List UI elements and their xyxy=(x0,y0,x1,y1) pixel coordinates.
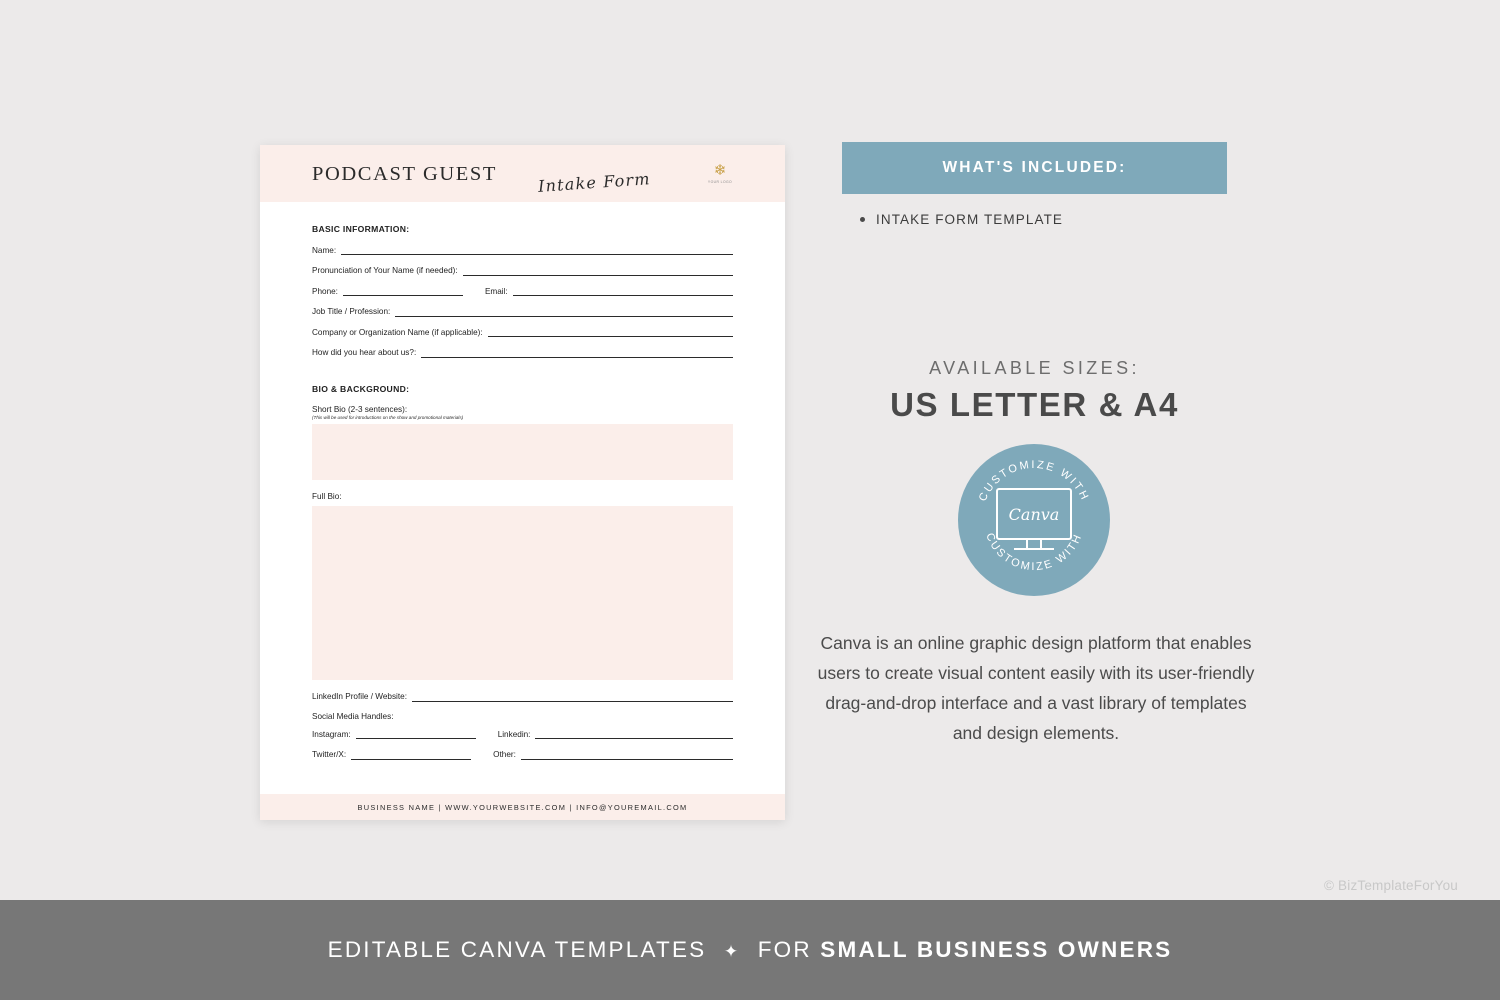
whats-included-header xyxy=(842,142,1227,194)
available-sizes-value: US LETTER & A4 xyxy=(890,386,1179,423)
field-label: Email: xyxy=(484,286,508,296)
field-input-line[interactable] xyxy=(421,348,733,358)
footer-text: BUSINESS NAME | WWW.YOURWEBSITE.COM | INFO@YOUREMAIL.COM xyxy=(357,802,688,812)
field-twitter-other xyxy=(312,750,733,760)
field-input-line[interactable] xyxy=(395,307,733,317)
full-bio-label: Full Bio: xyxy=(312,491,342,501)
svg-text:CUSTOMIZE WITH: CUSTOMIZE WITH xyxy=(976,458,1092,504)
logo-placeholder xyxy=(703,157,737,189)
field-job-title xyxy=(312,307,733,317)
field-label: Instagram: xyxy=(312,729,351,739)
sheet-subtitle: Intake Form xyxy=(537,169,652,196)
field-input-line[interactable] xyxy=(351,750,471,760)
sheet-footer xyxy=(260,794,785,820)
field-input-line[interactable] xyxy=(341,245,733,255)
field-input-line[interactable] xyxy=(535,729,733,739)
lotus-icon: ❄ xyxy=(713,161,727,179)
field-label: LinkedIn Profile / Website: xyxy=(312,692,407,702)
field-input-line[interactable] xyxy=(343,286,463,296)
short-bio-note: (This will be used for introductions on the show and promotional materials) xyxy=(312,414,464,420)
sheet-body xyxy=(260,202,785,760)
field-label: Linkedin: xyxy=(497,729,531,739)
field-label: How did you hear about us?: xyxy=(312,348,417,358)
canva-wordmark: Canva xyxy=(1008,504,1060,524)
field-label: Company or Organization Name (if applicable): xyxy=(312,327,483,337)
field-pronunciation xyxy=(312,266,733,276)
field-company xyxy=(312,327,733,337)
section-heading-basic: BASIC INFORMATION: xyxy=(312,224,410,234)
bottom-banner xyxy=(0,900,1500,1000)
banner-bold: SMALL BUSINESS OWNERS xyxy=(820,937,1173,962)
field-input-line[interactable] xyxy=(488,327,733,337)
svg-text:CUSTOMIZE WITH: CUSTOMIZE WITH xyxy=(983,531,1085,574)
star-icon: ✦ xyxy=(723,942,741,961)
page-title: PODCAST GUEST xyxy=(312,163,498,185)
field-label: Name: xyxy=(312,245,337,255)
section-heading-bio: BIO & BACKGROUND: xyxy=(312,383,410,394)
field-name xyxy=(312,245,733,255)
sheet-header xyxy=(260,145,785,202)
field-label: Job Title / Profession: xyxy=(312,307,391,317)
field-label: Phone: xyxy=(312,286,338,296)
field-input-line[interactable] xyxy=(463,266,733,276)
banner-prefix: EDITABLE CANVA TEMPLATES xyxy=(327,937,707,962)
field-input-line[interactable] xyxy=(356,729,476,739)
watermark: © BizTemplateForYou xyxy=(1323,878,1458,893)
banner-middle: FOR xyxy=(757,937,812,962)
field-instagram-linkedin xyxy=(312,729,733,739)
intake-form-sheet xyxy=(260,145,785,820)
short-bio-textarea[interactable] xyxy=(312,424,733,480)
field-label: Other: xyxy=(493,750,516,760)
field-label: Pronunciation of Your Name (if needed): xyxy=(312,266,458,276)
available-sizes-label: AVAILABLE SIZES: xyxy=(929,358,1140,378)
field-input-line[interactable] xyxy=(412,692,733,702)
field-linkedin-website xyxy=(312,692,733,702)
field-input-line[interactable] xyxy=(513,286,733,296)
full-bio-textarea[interactable] xyxy=(312,506,733,680)
canva-badge xyxy=(958,444,1110,596)
monitor-icon xyxy=(996,488,1072,540)
monitor-base-icon xyxy=(1014,548,1054,550)
included-list-item xyxy=(860,212,1063,227)
logo-label: YOUR LOGO xyxy=(707,179,733,184)
field-phone-email xyxy=(312,286,733,296)
field-input-line[interactable] xyxy=(521,750,733,760)
banner-text xyxy=(328,937,1173,963)
field-label: Twitter/X: xyxy=(312,750,347,760)
whats-included-label: WHAT'S INCLUDED: xyxy=(942,159,1127,176)
canva-description: Canva is an online graphic design platform that enables users to create visual content easily with its user-friendly drag-and-drop interface and a vast library of templates and design elements. xyxy=(817,633,1255,743)
field-referral xyxy=(312,348,733,358)
included-item-label: INTAKE FORM TEMPLATE xyxy=(876,212,1064,227)
short-bio-label: Short Bio (2-3 sentences): xyxy=(312,404,408,414)
bullet-icon xyxy=(860,217,865,222)
social-media-label: Social Media Handles: xyxy=(312,712,394,721)
